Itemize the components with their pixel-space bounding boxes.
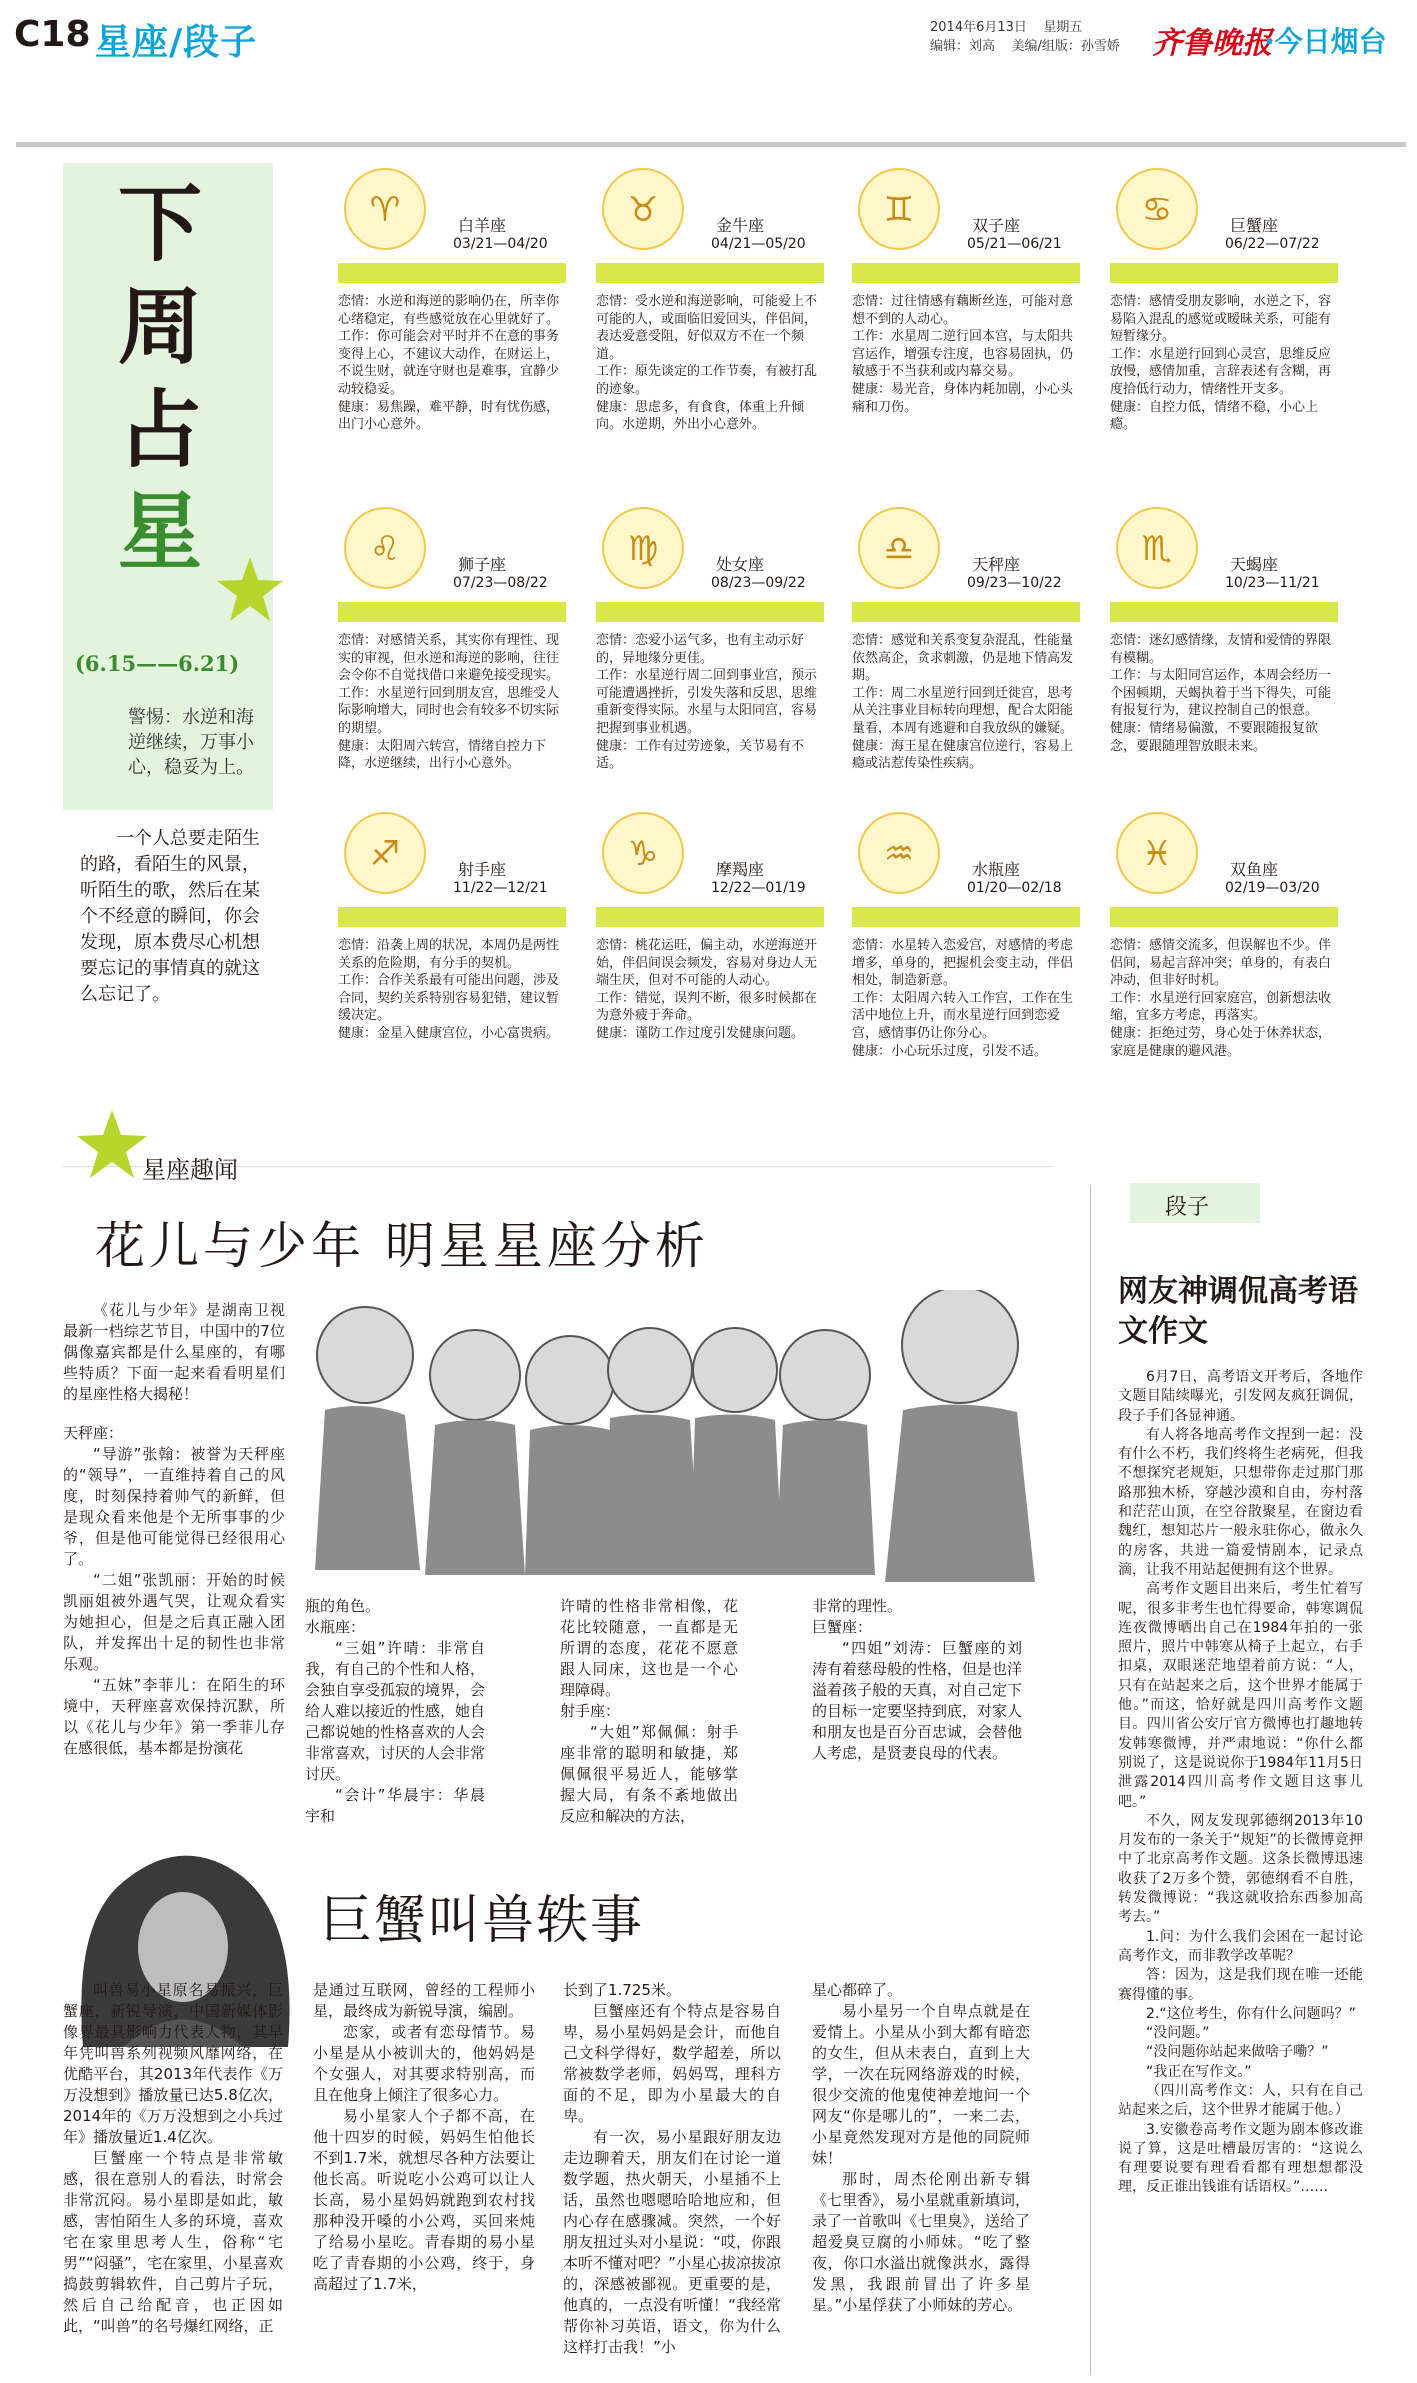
paragraph: 3.安徽卷高考作文题为剧本修改谁说了算，这是吐槽最厉害的：“这说么有理要说要有理看看都有理想想都没理，反正谁出钱谁有话语权。”…… (1118, 2121, 1363, 2196)
issue-meta (930, 18, 1120, 56)
sign-name: 狮子座 (458, 555, 507, 574)
accent-band (338, 263, 566, 283)
issue-date: 2014年6月13日 星期五 (930, 20, 1083, 35)
forecast-line: 恋情：过往情感有藕断丝连，可能对意想不到的人动心。 (852, 294, 1074, 327)
accent-band (1110, 263, 1338, 283)
zodiac-symbol: ♎ (883, 529, 915, 569)
accent-band (852, 263, 1080, 283)
paragraph: “大姐”郑佩佩：射手座非常的聪明和敏捷，郑佩佩很平易近人，能够掌握大局，有条不紊地做出反应和解决的方法， (560, 1723, 738, 1825)
sign-name: 双子座 (972, 216, 1021, 235)
forecast-line: 健康：谨防工作过度引发健康问题。 (596, 1025, 805, 1041)
paragraph: 有一次，易小星跟好朋友边走边聊着天，朋友们在讨论一道数学题，热火朝天，小星插不上话，虽然也嗯嗯哈哈地应和，但内心存在感骤减。突然，一个好朋友扭过头对小星说：“哎，你跟本听不懂对吧？”小星心拔凉拔凉的，深感被鄙视。更重要的是，他真的，一点没有听懂！“我经常帮你补习英语，语文，你为什么这样打击我！”小 (563, 2128, 781, 2356)
accent-band (338, 602, 566, 622)
paragraph: 巨蟹座还有个特点是容易自卑，易小星妈妈是会计，而他自己文科学得好，数学超差，所以常被数学老师，妈妈骂，理科方面的不足，即为小星最大的自卑。 (563, 2002, 781, 2125)
zodiac-symbol: ♐ (369, 834, 401, 874)
forecast-line: 健康：易光音，身体内耗加剧，小心头痛和刀伤。 (852, 381, 1074, 415)
paragraph: “三姐”许晴：非常自我，有自己的个性和人格，会独自享受孤寂的境界，会给人难以接近的性感，她自己都说她的性格喜欢的人会非常喜欢，讨厌的人会非常讨厌。 (305, 1639, 486, 1783)
article-column (305, 1596, 485, 1827)
forecast-line: 工作：水星周二逆行回本宫，与太阳共宫运作，增强专注度，也容易固执，仍敏感于不当获利或内幕交易。 (852, 329, 1074, 380)
paragraph: 瓶的角色。 (305, 1597, 381, 1615)
forecast-line: 工作：水星逆行回到朋友宫，思维受人际影响增大，同时也会有较多不切实际的期望。 (338, 685, 560, 736)
article-column (560, 1596, 738, 1827)
paragraph: 易小星家人个子都不高，在他十四岁的时候，妈妈生怕他长不到1.7米，就想尽各种方法要让他长高。听说吃小公鸡可以让人长高，易小星妈妈就跑到农村找那种没开嗓的小公鸡，买回来炖了给易小星吃。青春期的易小星吃了青春期的小公鸡，终于，身高超过了1.7米， (313, 2107, 535, 2293)
paragraph: “导游”张翰：被誉为天秤座的“领导”，一直维持着自己的风度，时刻保持着帅气的新鲜，但是现众看来他是个无所事事的少爷，但是他可能觉得已经很用心了。 (63, 1445, 285, 1568)
sign-dates: 11/22—12/21 (453, 880, 548, 896)
paragraph: 那时，周杰伦刚出新专辑《七里香》，易小星就重新填词，录了一首歌叫《七里臭》，送给了超爱臭豆腐的小师妹。“吃了整夜，你口水溢出就像洪水，露得发黑，我跟前冒出了许多星星。”小星俘获了小师妹的芳心。 (812, 2170, 1030, 2314)
forecast-line: 健康：小心玩乐过度，引发不适。 (852, 1043, 1048, 1059)
column-divider (1090, 1185, 1091, 2375)
zodiac-symbol: ♌ (369, 529, 401, 569)
paragraph: 巨蟹座一个特点是非常敏感，很在意别人的看法，时常会非常沉闷。易小星即是如此，敏感，害怕陌生人多的环境，喜欢宅在家里思考人生，俗称“宅男”“闷骚”，宅在家里，小星喜欢捣鼓剪辑软件，自己剪片子玩，然后自己给配音，也正因如此，“叫兽”的名号爆红网络，正 (63, 2149, 283, 2335)
forecast-line: 恋情：水星转入恋爱宫，对感情的考虑增多，单身的，把握机会变主动，伴侣相处，制造新意。 (852, 938, 1074, 989)
article-column (812, 1596, 1022, 1764)
paragraph: 答：因为，这是我们现在唯一还能赛得懂的事。 (1118, 1967, 1363, 2003)
sign-dates: 10/23—11/21 (1225, 575, 1320, 591)
accent-band (1110, 602, 1338, 622)
forecast-line: 工作：原先谈定的工作节奏，有被打乱的迹象。 (596, 364, 818, 397)
title-char-highlight: 星 (118, 482, 203, 581)
zodiac-icon (1116, 812, 1198, 894)
sign-dates: 06/22—07/22 (1225, 236, 1320, 252)
paragraph: 6月7日，高考语文开考后，各地作文题目陆续曝光，引发网友疯狂调侃，段子手们各显神通。 (1118, 1369, 1363, 1424)
paragraph: 有人将各地高考作文捏到一起：没有什么不朽，我们终将生老病死，但我不想探究老规矩，只想带你走过那门那路那独木桥，穿越沙漠和自由，夯村落和茫茫山顶，在空谷散聚星，在窗边看魏红，想知芯片一般永驻你心，做永久的房客，共进一篇爱情剧本，记录点滴，让我不用站起便拥有这个世界。 (1118, 1426, 1363, 1578)
forecast-line: 工作：水星逆行周二回到事业宫，预示可能遭遇挫折，引发失落和反思，思维重新变得实际。水星与太阳同宫，容易把握到事业机遇。 (596, 668, 818, 736)
paragraph: 非常的理性。 (812, 1597, 903, 1615)
zodiac-icon (602, 812, 684, 894)
sign-forecast (852, 293, 1084, 416)
paragraph: “四姐”刘涛：巨蟹座的刘涛有着慈母般的性格，但是也洋溢着孩子般的天真，对自己定下的目标一定要坚持到底，对家人和朋友也是百分百忠诚，会替他人考虑，是贤妻良母的代表。 (812, 1639, 1023, 1762)
forecast-line: 健康：自控力低，情绪不稳，小心上瘾。 (1110, 399, 1319, 433)
zodiac-symbol: ♋ (1141, 190, 1173, 230)
zodiac-icon (1116, 507, 1198, 589)
forecast-line: 工作：太阳周六转入工作宫，工作在生活中地位上升，而水星逆行回到恋爱宫，感情事仍让你分心。 (852, 990, 1074, 1041)
sign-name: 摩羯座 (716, 860, 765, 879)
sign-dates: 07/23—08/22 (453, 575, 548, 591)
forecast-line: 工作：你可能会对平时并不在意的事务变得上心，不建议大动作，在财运上，不说生财，就连守财也是难事，宜静少动较稳妥。 (338, 329, 560, 397)
zodiac-symbol: ♒ (883, 834, 915, 874)
newspaper-logo: 齐鲁晚报 (1152, 26, 1272, 61)
sign-dates: 09/23—10/22 (967, 575, 1062, 591)
intro-text: 一个人总要走陌生的路，看陌生的风景，听陌生的歌，然后在某个不经意的瞬间，你会发现，原本费尽心机想要忘记的事情真的就这么忘记了。 (80, 828, 260, 1005)
sign-forecast (338, 632, 570, 773)
forecast-line: 恋情：迷幻感情缘，友情和爱情的界限有模糊。 (1110, 633, 1332, 666)
paragraph: 恋家，或者有恋母情节。易小星是从小被训大的，他妈妈是个女强人，对其要求特别高，而且在他身上倾注了很多心力。 (313, 2023, 535, 2104)
zodiac-icon (1116, 168, 1198, 250)
zodiac-icon (344, 812, 426, 894)
story-column (812, 1980, 1030, 2316)
weekly-warning: 警惕：水逆和海逆继续，万事小心，稳妥为上。 (128, 707, 254, 778)
sign-forecast (852, 937, 1084, 1060)
story-headline: 巨蟹叫兽轶事 (320, 1891, 645, 1951)
forecast-line: 工作：周二水星逆行回到迁徙宫，思考从关注事业目标转向理想，配合太阳能量看，本周有逃避和自我放纵的嫌疑。 (852, 685, 1074, 736)
forecast-line: 工作：水星逆行回家庭宫，创新想法收缩，宜多方考虑，再落实。 (1110, 990, 1332, 1024)
accent-band (596, 907, 824, 927)
forecast-line: 工作：水星逆行回到心灵宫，思维反应放慢，感情加重，言辞表述有含糊，再度拾低行动力，情绪性开支多。 (1110, 346, 1332, 397)
forecast-line: 健康：易焦躁，难平静，时有忧伤感，出门小心意外。 (338, 399, 560, 433)
zodiac-symbol: ♓ (1141, 834, 1173, 874)
sign-name: 金牛座 (716, 216, 765, 235)
title-char: 下 (118, 174, 203, 273)
paragraph: “我正在写作文。” (1146, 2063, 1252, 2080)
paragraph: “没问题。” (1146, 2025, 1210, 2042)
paragraph: 2.“这位考生，你有什么问题吗？” (1146, 2005, 1356, 2022)
forecast-line: 恋情：受水逆和海逆影响，可能爱上不可能的人，或面临旧爱回头，伴侣间，表达爱意受阻，好似双方不在一个频道。 (596, 294, 818, 362)
week-range: (6.15——6.21) (75, 651, 240, 676)
paragraph: 易小星另一个自卑点就是在爱情上。小星从小到大都有暗恋的女生，但从未表白，直到上大学，一次在玩网络游戏的时候，很少交流的他鬼使神差地问一个网友“你是哪儿的”，一来二去，小星竟然发现对方是他的同院师妹！ (812, 2002, 1030, 2167)
sign-forecast (852, 632, 1084, 773)
forecast-line: 健康：金星入健康宫位，小心富贵病。 (338, 1025, 560, 1041)
article-headline: 花儿与少年 明星星座分析 (95, 1217, 709, 1275)
paragraph: “会计”华晨宇：华晨宇和 (305, 1786, 485, 1825)
forecast-line: 工作：错觉，误判不断，很多时候都在为意外疲于奔命。 (596, 990, 818, 1024)
celebrity-photo (305, 1290, 1070, 1590)
paragraph: 1.问：为什么我们会困在一起讨论高考作文，而非教学改革呢？ (1118, 1928, 1363, 1964)
star-icon (75, 1108, 150, 1183)
paragraph: （四川高考作文：人，只有在自己站起来之后，这个世界才能属于他。） (1118, 2082, 1363, 2119)
paragraph: 叫兽易小星原名易振兴，巨蟹座，新锐导演，中国新媒体影像界最具影响力代表人物，其早年凭叫兽系列视频风靡网络，在优酷平台，其2013年代表作《万万没想到》播放量已达5.8亿次，2014年的《万万没想到之小兵过年》播放量近1.4亿次。 (63, 1981, 283, 2146)
zodiac-icon (344, 507, 426, 589)
forecast-line: 恋情：桃花运旺，偏主动，水逆海逆开始，伴侣间误会频发，容易对身边人无端生厌，但对不可能的人动心。 (596, 938, 818, 989)
sign-forecast (1110, 293, 1342, 434)
story-column (563, 1980, 781, 2358)
forecast-line: 工作：与太阳同宫运作，本周会经历一个困顿期，天蝎执着于当下得失，可能有报复行为，建议控制自己的恨意。 (1110, 668, 1332, 719)
sign-dates: 01/20—02/18 (967, 880, 1062, 896)
paragraph: 长到了1.725米。 (563, 1981, 681, 1999)
accent-band (338, 907, 566, 927)
forecast-line: 工作：合作关系最有可能出问题，涉及合同，契约关系特别容易犯错，建议暂缓决定。 (338, 973, 560, 1024)
sign-name: 双鱼座 (1230, 860, 1279, 879)
zodiac-icon (858, 507, 940, 589)
sign-forecast (1110, 632, 1342, 755)
star-icon (215, 555, 285, 625)
zodiac-symbol: ♑ (627, 834, 659, 874)
sign-name: 白羊座 (458, 216, 507, 235)
sign-name: 处女座 (716, 555, 765, 574)
paragraph: 《花儿与少年》是湖南卫视最新一档综艺节目，中国中的7位偶像嘉宾都是什么星座的，有哪些特质？下面一起来看看明星们的星座性格大揭秘！ (63, 1301, 285, 1403)
forecast-line: 恋情：恋爱小运气多，也有主动示好的，异地缘分更佳。 (596, 633, 805, 666)
paragraph: 许晴的性格非常相像，花花比较随意，一直都是无所谓的态度，花花不愿意跟人同床，这也是一个心理障碍。 (560, 1597, 738, 1699)
zodiac-symbol: ♊ (883, 190, 915, 230)
paragraph: 不久，网友发现郭德纲2013年10月发布的一条关于“规矩”的长微博竟押中了北京高考作文题。这条长微博迅速收获了2万多个赞，郭德纲看不自胜，转发微博说：“我这就收拾东西参加高考去。” (1118, 1812, 1363, 1926)
zodiac-symbol: ♏ (1141, 529, 1173, 569)
sign-name: 天秤座 (972, 555, 1021, 574)
sign-dates: 04/21—05/20 (711, 236, 806, 252)
paragraph: 巨蟹座： (812, 1618, 873, 1636)
accent-band (852, 602, 1080, 622)
sign-name: 水瓶座 (972, 860, 1021, 879)
paragraph: “五妹”李菲儿：在陌生的环境中，天秤座喜欢保持沉默，所以《花儿与少年》第一季菲儿存在感很低，基本都是扮演花 (63, 1676, 285, 1757)
forecast-line: 健康：拒绝过劳，身心处于休养状态，家庭是健康的避风港。 (1110, 1025, 1332, 1059)
zodiac-symbol: ♍ (627, 529, 659, 569)
joke-headline: 网友神调侃高考语文作文 (1118, 1274, 1358, 1349)
page-header (0, 0, 1417, 80)
forecast-line: 恋情：感觉和关系变复杂混乱，性能量依然高企，贪求刺激，仍是地下情高发期。 (852, 633, 1074, 684)
joke-column (1118, 1368, 1363, 2198)
forecast-line: 健康：情绪易偏激，不要跟随报复欲念，要跟随理智放眼未来。 (1110, 720, 1319, 754)
sign-name: 天蝎座 (1230, 555, 1279, 574)
accent-band (596, 263, 824, 283)
sign-forecast (596, 293, 828, 434)
paragraph: 天秤座： (63, 1424, 124, 1442)
accent-band (1110, 907, 1338, 927)
joke-tag: 段子 (1165, 1195, 1210, 1220)
accent-band (852, 907, 1080, 927)
sign-forecast (596, 632, 828, 773)
title-char: 周 (118, 277, 203, 376)
forecast-line: 恋情：感情受朋友影响，水逆之下，容易陷入混乱的感觉或暧昧关系，可能有短暂缘分。 (1110, 294, 1332, 345)
paragraph: 星心都碎了。 (812, 1981, 903, 1999)
zodiac-symbol: ♉ (627, 190, 659, 230)
paragraph: 水瓶座： (305, 1618, 366, 1636)
sign-name: 巨蟹座 (1230, 216, 1279, 235)
forecast-line: 恋情：沿袭上周的状况，本周仍是两性关系的危险期，有分手的契机。 (338, 938, 560, 971)
zodiac-icon (344, 168, 426, 250)
forecast-line: 健康：思虑多，有食食，体重上升倾向。水逆期，外出小心意外。 (596, 399, 805, 433)
sign-dates: 08/23—09/22 (711, 575, 806, 591)
page-number: C18 (14, 14, 91, 55)
zodiac-icon (602, 507, 684, 589)
story-column (63, 1980, 283, 2337)
zodiac-icon (602, 168, 684, 250)
editor-credit: 编辑：刘高 美编/组版：孙雪娇 (930, 39, 1120, 54)
title-char: 占 (118, 380, 203, 479)
forecast-line: 健康：海王星在健康宫位逆行，容易上瘾或沾惹传染性疾病。 (852, 738, 1074, 772)
story-column (313, 1980, 535, 2295)
section-title: 星座/段子 (95, 22, 258, 63)
header-rule (16, 142, 1406, 147)
sign-dates: 02/19—03/20 (1225, 880, 1320, 896)
sign-forecast (338, 937, 570, 1043)
accent-band (596, 602, 824, 622)
paragraph: “没问题你站起来做啥子嘞？” (1146, 2044, 1329, 2061)
forecast-line: 健康：太阳周六转宫，情绪自控力下降，水逆继续，出行小心意外。 (338, 738, 547, 772)
paragraph: 是通过互联网，曾经的工程师小星，最终成为新锐导演，编剧。 (313, 1981, 535, 2020)
paragraph: “二姐”张凯丽：开始的时候凯丽姐被外遇气哭，让观众看实为她担心，但是之后真正融入团队，并发挥出十足的韧性也非常乐观。 (63, 1571, 285, 1673)
edition-name: ·今日烟台 (1264, 25, 1387, 58)
sign-dates: 12/22—01/19 (711, 880, 806, 896)
paragraph: 射手座： (560, 1702, 621, 1720)
forecast-line: 健康：工作有过劳迹象，关节易有不适。 (596, 738, 805, 772)
sign-dates: 05/21—06/21 (967, 236, 1062, 252)
sign-name: 射手座 (458, 860, 507, 879)
forecast-line: 恋情：对感情关系，其实你有理性、现实的审视，但水逆和海逆的影响，往往会令你不自觉找借口来避免接受现实。 (338, 633, 560, 684)
forecast-line: 恋情：水逆和海逆的影响仍在，所幸你心绪稳定，有些感觉放在心里就好了。 (338, 294, 560, 327)
sign-forecast (338, 293, 570, 434)
sign-forecast (1110, 937, 1342, 1060)
sign-dates: 03/21—04/20 (453, 236, 548, 252)
sign-forecast (596, 937, 828, 1043)
article-column (63, 1300, 285, 1759)
zodiac-symbol: ♈ (369, 190, 401, 230)
zodiac-icon (858, 168, 940, 250)
section-tag: 星座趣闻 (142, 1156, 238, 1184)
paragraph: 高考作文题目出来后，考生忙着写呢，很多非考生也忙得要命，韩寒调侃连夜微博晒出自己在1984年拍的一张照片，照片中韩寒从椅子上起立，右手扣桌，双眼迷茫地望着前方说：“人，只有在站起来之后，这个世界才能属于他。”而这，恰好就是四川高考作文题目。四川省公安厅官方微博也打趣地转发韩寒微博，并严肃地说：“你什么都别说了，这是说说你于1984年11月5日泄露2014四川高考作文题目这事儿吧。” (1118, 1581, 1363, 1810)
forecast-line: 恋情：感情交流多，但误解也不少。伴侣间，易起言辞冲突；单身的，有表白冲动，但非好时机。 (1110, 938, 1332, 989)
zodiac-icon (858, 812, 940, 894)
